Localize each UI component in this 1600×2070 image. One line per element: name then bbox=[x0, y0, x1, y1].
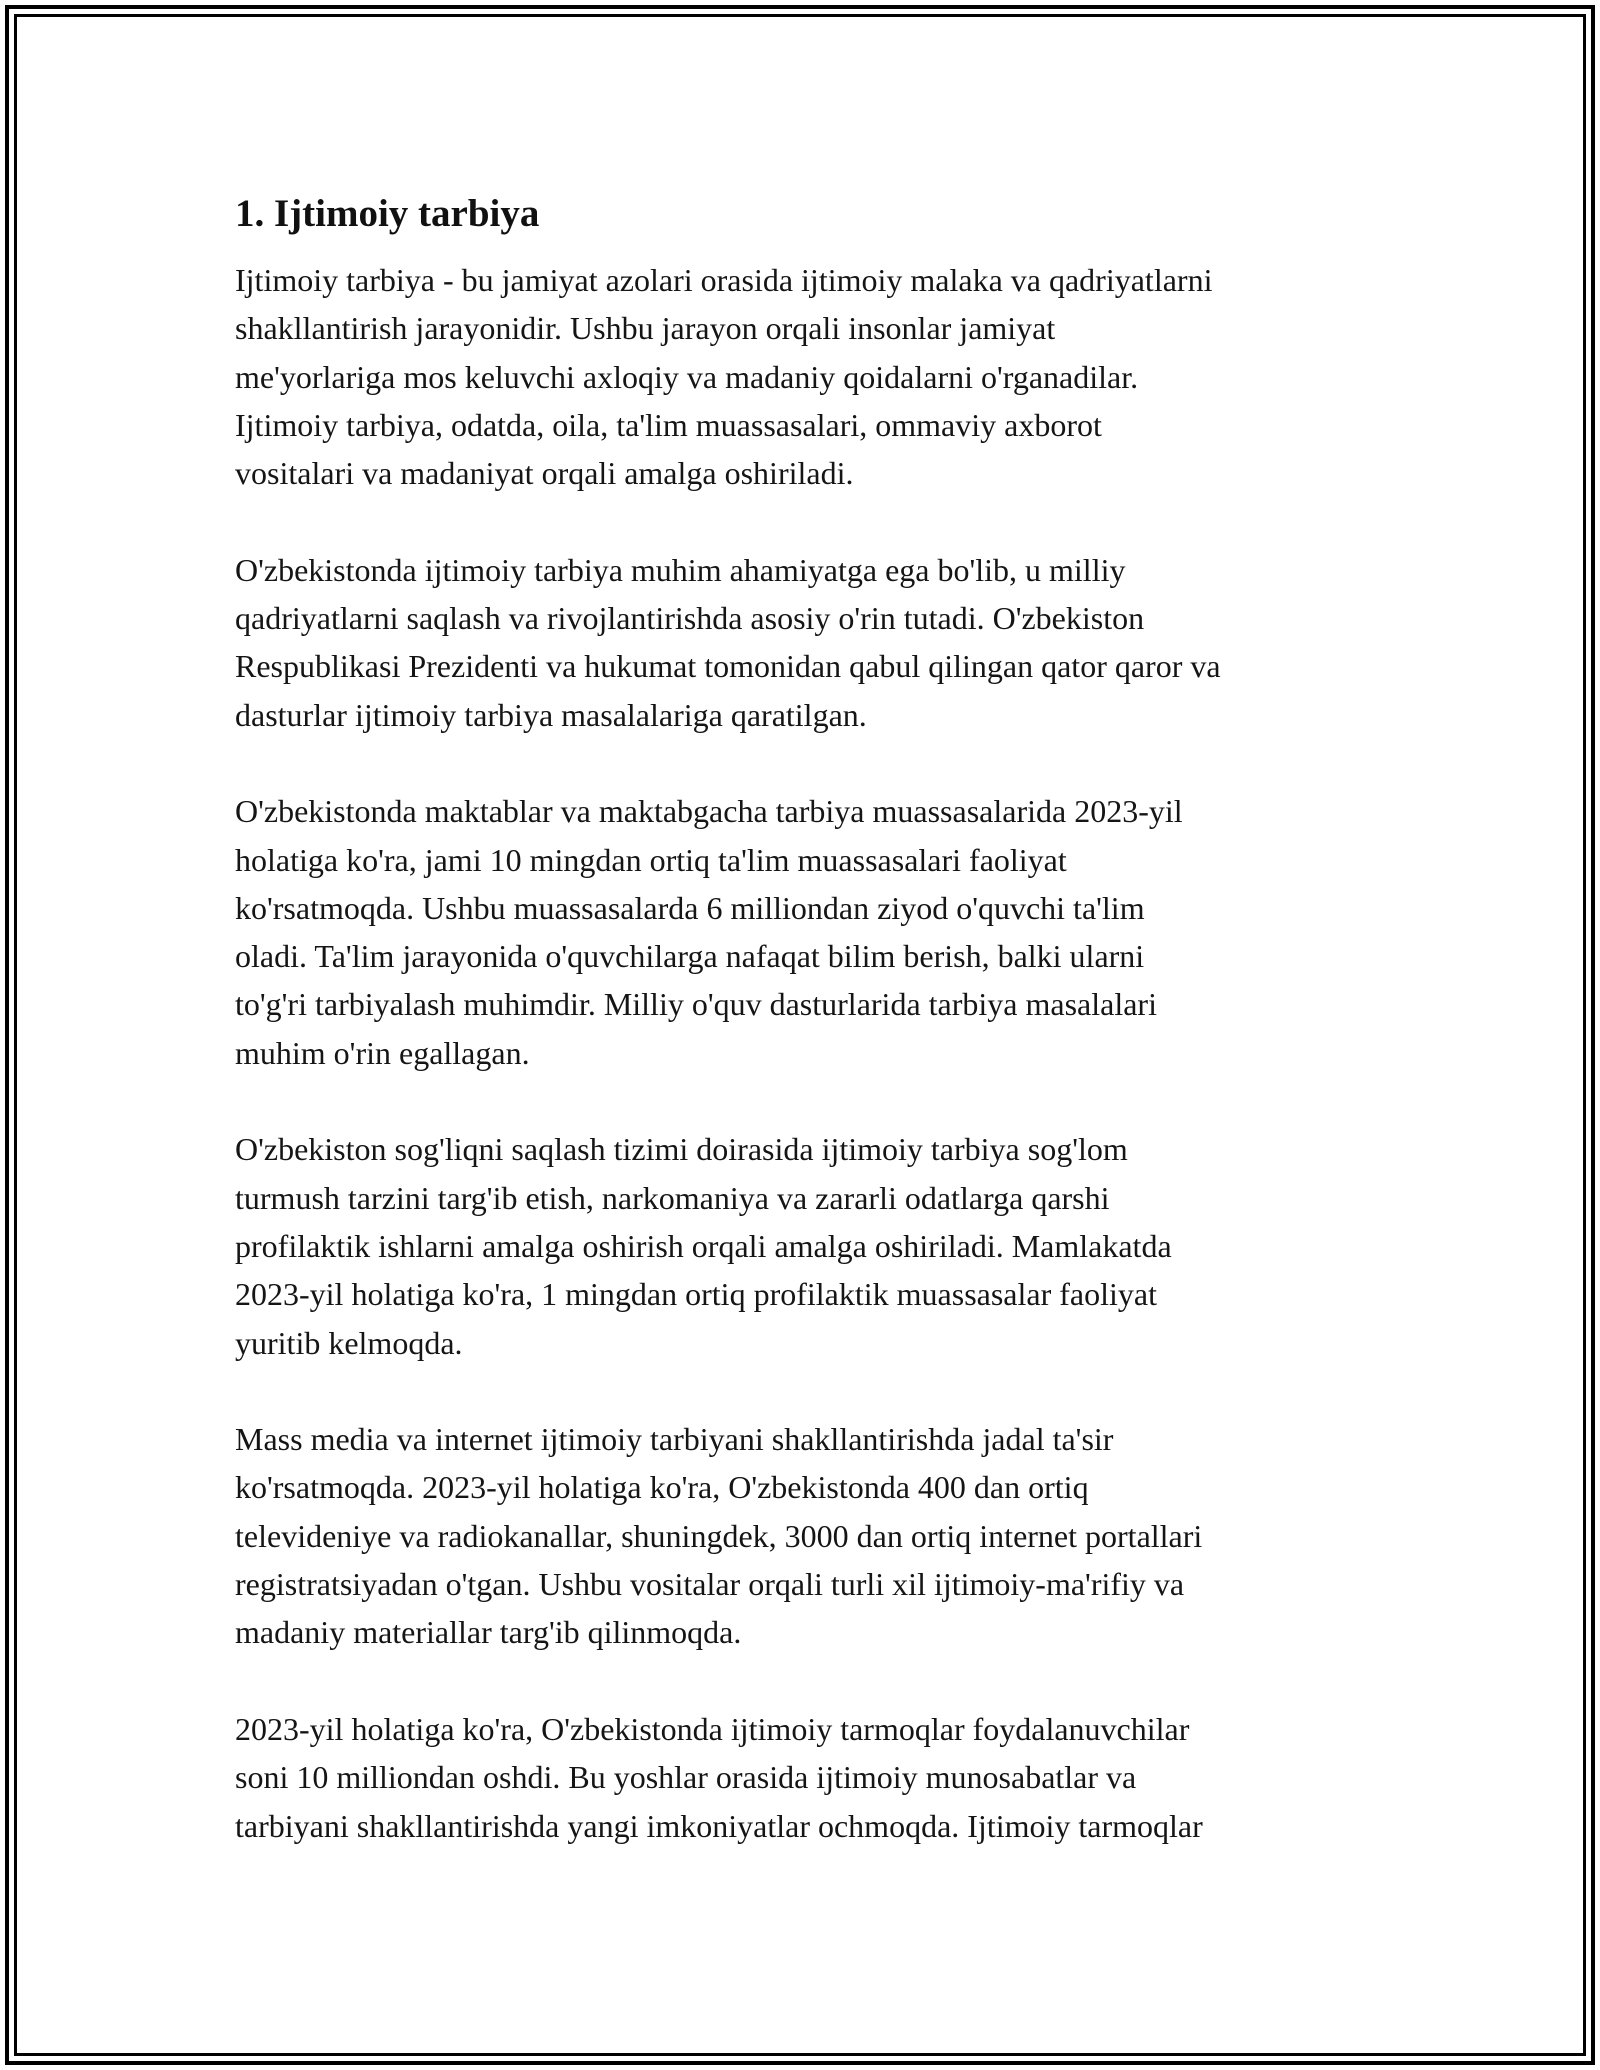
text-line: ko'rsatmoqda. 2023-yil holatiga ko'ra, O'zbekistonda 400 dan ortiq bbox=[235, 1469, 1089, 1506]
paragraph-3 bbox=[235, 787, 1385, 1077]
text-line: televideniye va radiokanallar, shuningdek, 3000 dan ortiq internet portallari bbox=[235, 1517, 1203, 1554]
text-line: profilaktik ishlarni amalga oshirish orqali amalga oshiriladi. Mamlakatda bbox=[235, 1227, 1172, 1264]
text-line: turmush tarzini targ'ib etish, narkomaniya va zararli odatlarga qarshi bbox=[235, 1179, 1110, 1216]
text-line: O'zbekistonda ijtimoiy tarbiya muhim ahamiyatga ega bo'lib, u milliy bbox=[235, 551, 1126, 588]
paragraph-5 bbox=[235, 1415, 1385, 1656]
text-line: 2023-yil holatiga ko'ra, O'zbekistonda ijtimoiy tarmoqlar foydalanuvchilar bbox=[235, 1710, 1190, 1747]
text-line: 2023-yil holatiga ko'ra, 1 mingdan ortiq profilaktik muassasalar faoliyat bbox=[235, 1276, 1157, 1313]
text-line: dasturlar ijtimoiy tarbiya masalalariga qaratilgan. bbox=[235, 696, 867, 733]
text-line: O'zbekiston sog'liqni saqlash tizimi doirasida ijtimoiy tarbiya sog'lom bbox=[235, 1131, 1128, 1168]
text-line: shakllantirish jarayonidir. Ushbu jarayon orqali insonlar jamiyat bbox=[235, 310, 1056, 347]
text-line: madaniy materiallar targ'ib qilinmoqda. bbox=[235, 1614, 742, 1651]
text-line: soni 10 milliondan oshdi. Bu yoshlar orasida ijtimoiy munosabatlar va bbox=[235, 1759, 1137, 1796]
text-line: Respublikasi Prezidenti va hukumat tomonidan qabul qilingan qator qaror va bbox=[235, 648, 1221, 685]
text-line: O'zbekistonda maktablar va maktabgacha tarbiya muassasalarida 2023-yil bbox=[235, 793, 1183, 830]
text-line: to'g'ri tarbiyalash muhimdir. Milliy o'quv dasturlarida tarbiya masalalari bbox=[235, 986, 1157, 1023]
text-line: Mass media va internet ijtimoiy tarbiyani shakllantirishda jadal ta'sir bbox=[235, 1421, 1114, 1458]
text-line: Ijtimoiy tarbiya, odatda, oila, ta'lim muassasalari, ommaviy axborot bbox=[235, 406, 1102, 443]
text-line: holatiga ko'ra, jami 10 mingdan ortiq ta'lim muassasalari faoliyat bbox=[235, 841, 1067, 878]
text-line: vositalari va madaniyat orqali amalga oshiriladi. bbox=[235, 455, 854, 492]
text-line: oladi. Ta'lim jarayonida o'quvchilarga nafaqat bilim berish, balki ularni bbox=[235, 938, 1145, 975]
paragraph-4 bbox=[235, 1125, 1385, 1366]
paragraph-1 bbox=[235, 256, 1385, 497]
document-body bbox=[235, 188, 1385, 1898]
text-line: yuritib kelmoqda. bbox=[235, 1324, 463, 1361]
paragraph-2 bbox=[235, 546, 1385, 739]
text-line: me'yorlariga mos keluvchi axloqiy va madaniy qoidalarni o'rganadilar. bbox=[235, 358, 1139, 395]
text-line: tarbiyani shakllantirishda yangi imkoniyatlar ochmoqda. Ijtimoiy tarmoqlar bbox=[235, 1807, 1203, 1844]
text-line: qadriyatlarni saqlash va rivojlantirishda asosiy o'rin tutadi. O'zbekiston bbox=[235, 600, 1145, 637]
text-line: registratsiyadan o'tgan. Ushbu vositalar orqali turli xil ijtimoiy-ma'rifiy va bbox=[235, 1566, 1185, 1603]
text-line: Ijtimoiy tarbiya - bu jamiyat azolari orasida ijtimoiy malaka va qadriyatlarni bbox=[235, 262, 1213, 298]
text-line: ko'rsatmoqda. Ushbu muassasalarda 6 milliondan ziyod o'quvchi ta'lim bbox=[235, 889, 1145, 926]
paragraph-6 bbox=[235, 1705, 1385, 1850]
text-line: muhim o'rin egallagan. bbox=[235, 1034, 530, 1071]
section-heading: 1. Ijtimoiy tarbiya bbox=[235, 192, 540, 235]
